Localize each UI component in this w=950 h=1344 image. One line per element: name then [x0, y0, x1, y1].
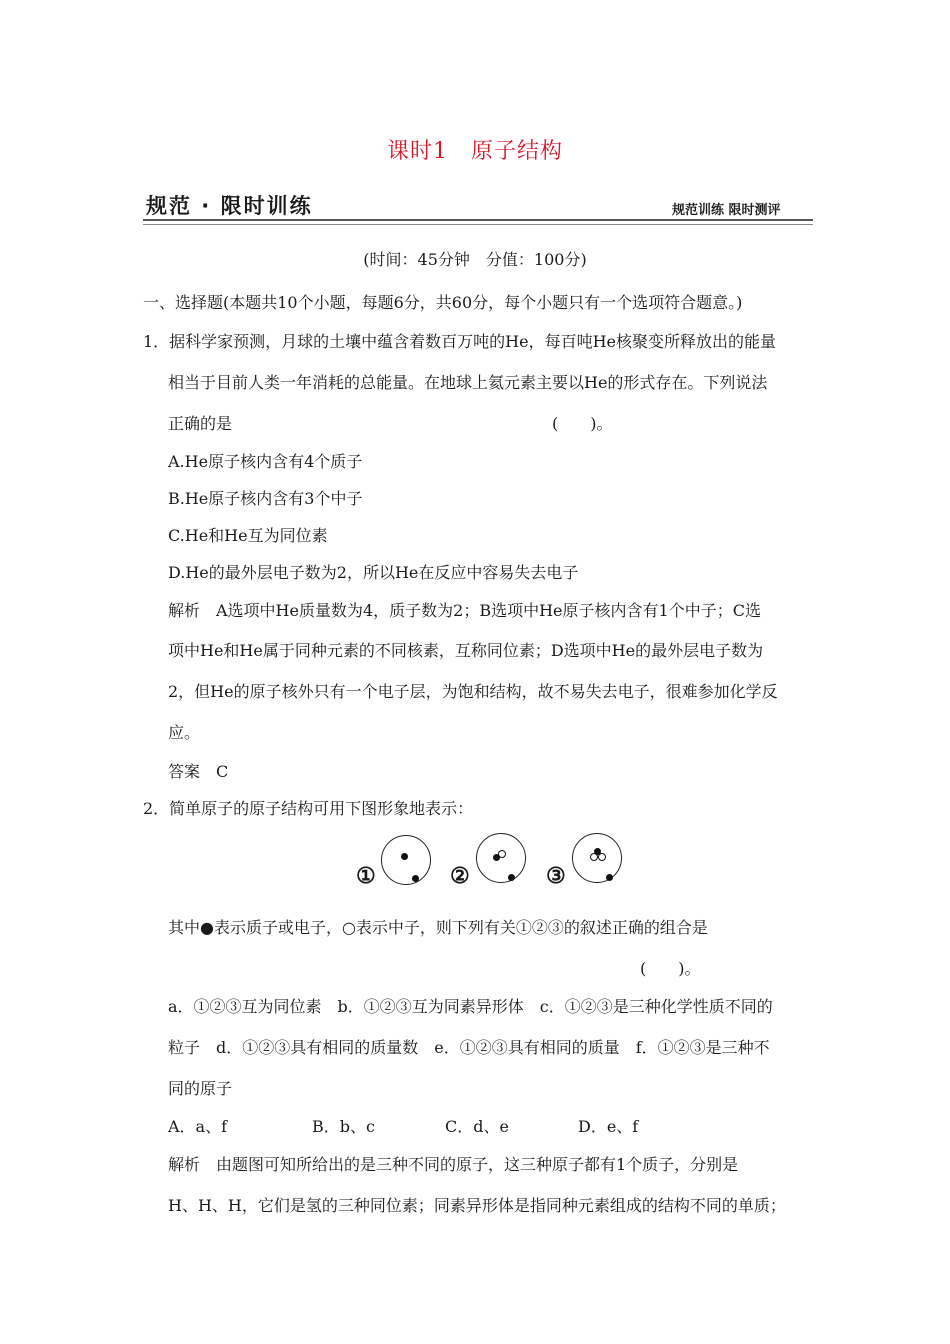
section-banner-subtitle: 规范训练 限时测评 [672, 203, 781, 218]
atom-label-3: ③ [546, 863, 566, 889]
banner-rule-thin [143, 224, 813, 225]
atom-3-proton [594, 848, 601, 855]
q1-option-d: D.He的最外层电子数为2，所以He在反应中容易失去电子 [168, 563, 579, 582]
q1-analysis-line-2: 项中He和He属于同种元素的不同核素，互称同位素；D选项中He的最外层电子数为 [168, 641, 764, 660]
banner-rule [143, 219, 813, 221]
q2-option-d: D．e、f [578, 1117, 639, 1136]
q2-option-a: A．a、f [168, 1117, 228, 1136]
q2-choices-line-3: 同的原子 [168, 1079, 233, 1098]
q2-choices-line-1: a．①②③互为同位素 b．①②③互为同素异形体 c．①②③是三种化学性质不同的 [168, 997, 773, 1016]
atom-2-electron [508, 874, 515, 881]
q1-option-c: C.He和He互为同位素 [168, 526, 328, 545]
section-heading: 一、选择题(本题共10个小题，每题6分，共60分，每个小题只有一个选项符合题意。) [143, 293, 743, 312]
atom-label-1: ① [356, 863, 376, 889]
atom-1-electron [412, 875, 419, 882]
atom-2-orbit [476, 833, 526, 883]
q2-answer-bracket: ( )。 [640, 959, 701, 978]
atom-structure-figure [350, 830, 640, 894]
q2-analysis-line-1: 解析 由题图可知所给出的是三种不同的原子，这三种原子都有1个质子，分别是 [168, 1155, 739, 1174]
atom-label-2: ② [450, 863, 470, 889]
q1-stem-line-1: 1．据科学家预测，月球的土壤中蕴含着数百万吨的He，每百吨He核聚变所释放出的能量 [143, 332, 777, 351]
q2-choices-line-2: 粒子 d．①②③具有相同的质量数 e．①②③具有相同的质量 f．①②③是三种不 [168, 1038, 770, 1057]
q2-stem: 2．简单原子的原子结构可用下图形象地表示： [143, 799, 474, 818]
page-title: 课时1 原子结构 [387, 139, 563, 164]
atom-2-neutron [498, 850, 506, 858]
q1-stem-line-3: 正确的是 ( )。 [168, 414, 613, 433]
q2-legend: 其中●表示质子或电子，○表示中子，则下列有关①②③的叙述正确的组合是 [168, 918, 708, 937]
q2-option-b: B．b、c [312, 1117, 375, 1136]
q2-analysis-line-2: H、H、H，它们是氢的三种同位素；同素异形体是指同种元素组成的结构不同的单质； [168, 1196, 786, 1215]
q1-analysis-line-4: 应。 [168, 723, 201, 742]
atom-1-proton [401, 853, 408, 860]
q1-option-a: A.He原子核内含有4个质子 [168, 452, 363, 471]
q2-option-c: C．d、e [445, 1117, 509, 1136]
section-banner: 规范 · 限时训练 [146, 194, 313, 218]
q1-analysis-line-3: 2，但He的原子核外只有一个电子层，为饱和结构，故不易失去电子，很难参加化学反 [168, 682, 778, 701]
atom-3-electron [606, 874, 613, 881]
q1-answer: 答案 C [168, 762, 229, 781]
q1-analysis-line-1: 解析 A选项中He质量数为4，质子数为2；B选项中He原子核内含有1个中子；C选 [168, 601, 761, 620]
q1-option-b: B.He原子核内含有3个中子 [168, 489, 363, 508]
q1-stem-line-2: 相当于目前人类一年消耗的总能量。在地球上氦元素主要以He的形式存在。下列说法 [168, 373, 768, 392]
time-info: (时间：45分钟 分值：100分) [363, 250, 587, 269]
atom-1-orbit [381, 835, 431, 885]
